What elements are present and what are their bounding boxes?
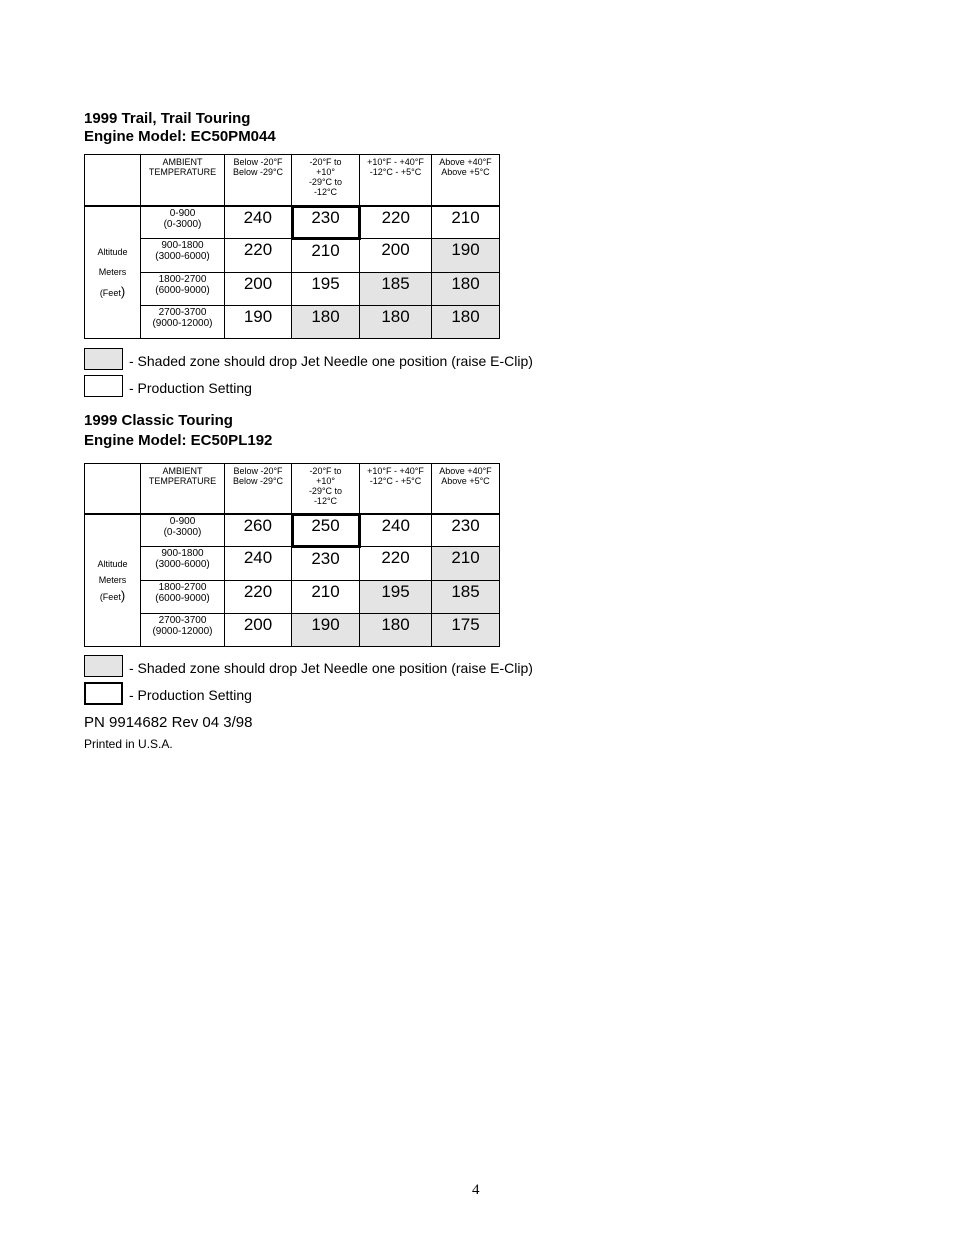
legend-production-text: - Production Setting xyxy=(129,380,252,396)
legend-shaded-swatch xyxy=(84,655,123,677)
jet-table-2-wrapper xyxy=(84,463,500,647)
jet-cell: 240 xyxy=(225,547,292,581)
jet-cell: 260 xyxy=(225,514,292,547)
jet-cell: 230 xyxy=(292,547,360,581)
jet-cell-shaded: 190 xyxy=(432,239,500,273)
altitude-range: 1800-2700 (6000-9000) xyxy=(141,580,225,613)
jet-cell: 220 xyxy=(225,239,292,273)
header-col-2: -20°F to +10° -29°C to -12°C xyxy=(292,464,360,514)
jet-cell-shaded: 180 xyxy=(360,305,432,338)
altitude-range: 1800-2700 (6000-9000) xyxy=(141,272,225,305)
section-title-line1: 1999 Trail, Trail Touring xyxy=(84,110,251,127)
jet-cell: 220 xyxy=(360,547,432,581)
section-trail-touring xyxy=(84,110,276,146)
jet-table-1-wrapper xyxy=(84,154,500,339)
section-title-line2: Engine Model: EC50PL192 xyxy=(84,432,273,449)
header-col-4: Above +40°F Above +5°C xyxy=(432,464,500,514)
jet-cell-shaded: 180 xyxy=(432,305,500,338)
part-number: PN 9914682 Rev 04 3/98 xyxy=(84,714,253,731)
header-col-3: +10°F - +40°F -12°C - +5°C xyxy=(360,155,432,206)
header-col-4: Above +40°F Above +5°C xyxy=(432,155,500,206)
jet-cell-shaded: 180 xyxy=(292,305,360,338)
page-number: 4 xyxy=(472,1182,480,1198)
legend-shaded-text: - Shaded zone should drop Jet Needle one position (raise E-Clip) xyxy=(129,660,533,676)
jet-cell: 190 xyxy=(225,305,292,338)
printed-in: Printed in U.S.A. xyxy=(84,737,173,751)
jet-cell-shaded: 180 xyxy=(432,272,500,305)
legend-production-text: - Production Setting xyxy=(129,687,252,703)
altitude-range: 900-1800 (3000-6000) xyxy=(141,547,225,581)
jet-cell: 200 xyxy=(225,613,292,646)
jet-cell-shaded: 195 xyxy=(360,580,432,613)
header-col-2: -20°F to +10° -29°C to -12°C xyxy=(292,155,360,206)
section-title-line2: Engine Model: EC50PM044 xyxy=(84,128,276,145)
jet-cell-shaded: 190 xyxy=(292,613,360,646)
altitude-range: 2700-3700 (9000-12000) xyxy=(141,305,225,338)
jet-cell: 230 xyxy=(432,514,500,547)
legend-shaded-text: - Shaded zone should drop Jet Needle one position (raise E-Clip) xyxy=(129,353,533,369)
jet-cell-shaded: 185 xyxy=(432,580,500,613)
jet-cell: 200 xyxy=(225,272,292,305)
section-classic-touring xyxy=(84,412,272,450)
jet-cell: 195 xyxy=(292,272,360,305)
header-ambient: AMBIENT TEMPERATURE xyxy=(141,155,225,206)
altitude-range: 0-900 (0-3000) xyxy=(141,206,225,239)
jet-cell-shaded: 185 xyxy=(360,272,432,305)
header-col-3: +10°F - +40°F -12°C - +5°C xyxy=(360,464,432,514)
jet-cell-production: 250 xyxy=(292,514,360,547)
jet-cell: 220 xyxy=(360,206,432,239)
jet-cell-shaded: 210 xyxy=(432,547,500,581)
legend-shaded-swatch xyxy=(84,348,123,370)
section-title-line1: 1999 Classic Touring xyxy=(84,412,233,429)
jet-cell-shaded: 180 xyxy=(360,613,432,646)
jet-cell: 210 xyxy=(432,206,500,239)
jet-cell-shaded: 175 xyxy=(432,613,500,646)
jet-cell: 240 xyxy=(225,206,292,239)
header-ambient: AMBIENT TEMPERATURE xyxy=(141,464,225,514)
altitude-range: 0-900 (0-3000) xyxy=(141,514,225,547)
jet-needle-table-2 xyxy=(84,463,500,647)
header-col-1: Below -20°F Below -29°C xyxy=(225,464,292,514)
header-col-1: Below -20°F Below -29°C xyxy=(225,155,292,206)
legend-production-swatch xyxy=(84,375,123,397)
altitude-range: 900-1800 (3000-6000) xyxy=(141,239,225,273)
altitude-label: Altitude Meters (Feet) xyxy=(85,514,141,647)
altitude-range: 2700-3700 (9000-12000) xyxy=(141,613,225,646)
jet-cell: 210 xyxy=(292,239,360,273)
altitude-label: Altitude Meters (Feet) xyxy=(85,206,141,339)
jet-cell: 220 xyxy=(225,580,292,613)
jet-cell: 200 xyxy=(360,239,432,273)
jet-cell: 210 xyxy=(292,580,360,613)
jet-cell-production: 230 xyxy=(292,206,360,239)
header-empty xyxy=(85,464,141,514)
header-empty xyxy=(85,155,141,206)
jet-cell: 240 xyxy=(360,514,432,547)
legend-production-swatch xyxy=(84,682,123,705)
jet-needle-table-1 xyxy=(84,154,500,339)
